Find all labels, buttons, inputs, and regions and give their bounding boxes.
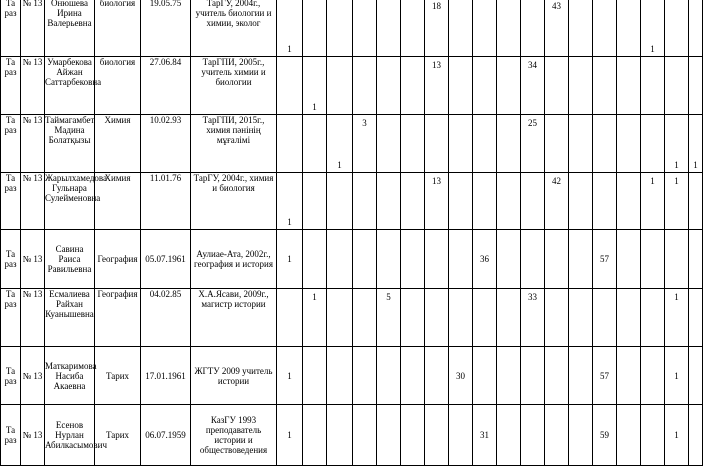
mark-cell	[689, 57, 703, 115]
subject-cell: Тарих	[95, 405, 141, 466]
mark-cell	[327, 347, 353, 405]
mark-cell	[327, 57, 353, 115]
city-cell: Та раз	[1, 115, 21, 173]
mark-cell	[689, 230, 703, 289]
mark-cell	[641, 173, 665, 230]
subject-cell: Тарих	[95, 347, 141, 405]
mark-cell	[497, 347, 521, 405]
mark-cell	[353, 405, 377, 466]
mark-cell	[497, 115, 521, 173]
mark-cell	[473, 0, 497, 57]
mark-cell	[277, 0, 303, 57]
mark-cell	[593, 57, 617, 115]
education-cell: ТарГПИ, 2015г., химия пәнінің мұғалімі	[191, 115, 277, 173]
mark-cell	[449, 230, 473, 289]
mark-cell	[665, 173, 689, 230]
mark-cell	[277, 173, 303, 230]
birth-date-cell: 27.06.84	[141, 57, 191, 115]
mark-cell	[425, 289, 449, 347]
city-cell: Та раз	[1, 405, 21, 466]
teacher-name-cell: Савина Раиса Равильевна	[45, 230, 95, 289]
mark-cell	[497, 0, 521, 57]
mark-cell	[327, 0, 353, 57]
mark-cell	[277, 405, 303, 466]
subject-cell: Химия	[95, 115, 141, 173]
mark-cell	[569, 405, 593, 466]
mark-value: 1	[650, 176, 655, 186]
mark-cell	[303, 347, 327, 405]
mark-cell	[401, 0, 425, 57]
mark-cell	[353, 0, 377, 57]
subject-cell: биология	[95, 0, 141, 57]
mark-cell	[425, 347, 449, 405]
mark-value: 1	[287, 254, 292, 264]
mark-cell	[277, 115, 303, 173]
mark-cell	[569, 57, 593, 115]
table-row	[1, 289, 703, 347]
teacher-name-cell: Жарылхамедова Гульнара Сулейменовна	[45, 173, 95, 230]
mark-cell	[641, 0, 665, 57]
mark-cell	[353, 289, 377, 347]
mark-cell	[473, 57, 497, 115]
mark-cell	[641, 115, 665, 173]
city-cell: Та раз	[1, 230, 21, 289]
teacher-name-cell: Онюшева Ирина Валерьевна	[45, 0, 95, 57]
mark-cell	[689, 347, 703, 405]
mark-cell	[569, 230, 593, 289]
mark-cell	[521, 0, 545, 57]
mark-cell	[449, 173, 473, 230]
mark-cell	[449, 57, 473, 115]
mark-value: 1	[674, 370, 679, 381]
mark-cell	[617, 405, 641, 466]
mark-cell	[401, 405, 425, 466]
table-row	[1, 230, 703, 289]
mark-cell	[689, 405, 703, 466]
mark-value: 30	[456, 370, 465, 381]
mark-value: 1	[650, 44, 655, 54]
mark-cell	[689, 289, 703, 347]
school-number-cell: № 13	[21, 0, 45, 57]
mark-cell	[545, 347, 569, 405]
mark-cell	[665, 0, 689, 57]
mark-cell	[497, 173, 521, 230]
mark-cell	[473, 347, 497, 405]
mark-value: 13	[432, 176, 441, 186]
mark-value: 25	[528, 118, 537, 128]
mark-cell	[593, 289, 617, 347]
mark-cell	[521, 57, 545, 115]
mark-cell	[473, 115, 497, 173]
mark-value: 1	[337, 160, 342, 170]
mark-cell	[641, 230, 665, 289]
mark-cell	[497, 289, 521, 347]
mark-cell	[473, 230, 497, 289]
mark-cell	[617, 347, 641, 405]
birth-date-cell: 06.07.1959	[141, 405, 191, 466]
mark-cell	[689, 0, 703, 57]
table-row	[1, 405, 703, 466]
teacher-name-cell: Есенов Нурлан Абилкасымович	[45, 405, 95, 466]
mark-cell	[277, 230, 303, 289]
mark-cell	[353, 230, 377, 289]
mark-cell	[327, 115, 353, 173]
mark-cell	[277, 57, 303, 115]
city-cell: Та раз	[1, 173, 21, 230]
mark-value: 36	[480, 254, 489, 264]
city-cell: Та раз	[1, 289, 21, 347]
mark-cell	[545, 289, 569, 347]
mark-value: 1	[287, 217, 292, 227]
table-row	[1, 115, 703, 173]
birth-date-cell: 04.02.85	[141, 289, 191, 347]
mark-cell	[593, 347, 617, 405]
city-cell: Та раз	[1, 57, 21, 115]
mark-cell	[593, 173, 617, 230]
mark-cell	[617, 0, 641, 57]
mark-value: 5	[386, 292, 391, 302]
subject-cell: Химия	[95, 173, 141, 230]
mark-cell	[449, 405, 473, 466]
education-cell: Х.А.Ясави, 2009г., магистр истории	[191, 289, 277, 347]
school-number-cell: № 13	[21, 347, 45, 405]
mark-cell	[303, 57, 327, 115]
mark-value: 1	[674, 160, 679, 170]
mark-cell	[521, 173, 545, 230]
mark-cell	[303, 173, 327, 230]
mark-value: 57	[600, 254, 609, 264]
mark-cell	[401, 347, 425, 405]
mark-cell	[449, 289, 473, 347]
mark-cell	[545, 0, 569, 57]
mark-cell	[401, 115, 425, 173]
mark-cell	[353, 115, 377, 173]
birth-date-cell: 19.05.75	[141, 0, 191, 57]
teacher-name-cell: Таймагамбет Мадина Болатқызы	[45, 115, 95, 173]
mark-cell	[377, 289, 401, 347]
mark-cell	[617, 115, 641, 173]
mark-cell	[327, 289, 353, 347]
mark-value: 3	[362, 118, 367, 128]
mark-value: 59	[600, 430, 609, 440]
mark-cell	[303, 289, 327, 347]
mark-cell	[303, 405, 327, 466]
mark-cell	[665, 57, 689, 115]
mark-cell	[353, 347, 377, 405]
mark-cell	[593, 115, 617, 173]
mark-cell	[449, 0, 473, 57]
mark-cell	[617, 230, 641, 289]
mark-value: 1	[312, 102, 317, 112]
mark-value: 18	[432, 1, 441, 11]
mark-value: 1	[674, 292, 679, 302]
mark-value: 57	[600, 370, 609, 381]
teacher-name-cell: Есмалиева Райхан Куанышевна	[45, 289, 95, 347]
mark-cell	[521, 347, 545, 405]
mark-cell	[401, 173, 425, 230]
education-cell: ТарГПИ, 2005г., учитель химии и биологии	[191, 57, 277, 115]
education-cell: ЖГТУ 2009 учитель истории	[191, 347, 277, 405]
mark-cell	[545, 173, 569, 230]
mark-value: 31	[480, 430, 489, 440]
mark-cell	[521, 115, 545, 173]
mark-value: 43	[552, 1, 561, 11]
birth-date-cell: 10.02.93	[141, 115, 191, 173]
mark-cell	[401, 230, 425, 289]
mark-cell	[473, 173, 497, 230]
mark-cell	[593, 230, 617, 289]
mark-cell	[401, 57, 425, 115]
mark-cell	[641, 405, 665, 466]
mark-cell	[277, 347, 303, 405]
mark-value: 1	[693, 160, 698, 170]
mark-cell	[593, 0, 617, 57]
mark-cell	[617, 57, 641, 115]
school-number-cell: № 13	[21, 173, 45, 230]
mark-cell	[617, 173, 641, 230]
mark-cell	[665, 115, 689, 173]
mark-cell	[665, 405, 689, 466]
mark-cell	[303, 115, 327, 173]
mark-cell	[377, 57, 401, 115]
teacher-name-cell: Умарбекова Айжан Саттарбековна	[45, 57, 95, 115]
mark-value: 1	[674, 176, 679, 186]
mark-cell	[521, 289, 545, 347]
mark-cell	[449, 115, 473, 173]
mark-cell	[593, 405, 617, 466]
mark-cell	[497, 57, 521, 115]
mark-cell	[497, 405, 521, 466]
mark-value: 34	[528, 60, 537, 70]
table-row	[1, 57, 703, 115]
mark-cell	[377, 115, 401, 173]
mark-cell	[425, 0, 449, 57]
school-number-cell: № 13	[21, 289, 45, 347]
birth-date-cell: 17.01.1961	[141, 347, 191, 405]
mark-cell	[425, 115, 449, 173]
mark-cell	[569, 115, 593, 173]
school-number-cell: № 13	[21, 57, 45, 115]
mark-cell	[497, 230, 521, 289]
city-cell: Та раз	[1, 347, 21, 405]
school-number-cell: № 13	[21, 230, 45, 289]
mark-cell	[377, 0, 401, 57]
mark-cell	[689, 115, 703, 173]
subject-cell: География	[95, 230, 141, 289]
mark-value: 13	[432, 60, 441, 70]
mark-cell	[569, 289, 593, 347]
table-row	[1, 347, 703, 405]
mark-cell	[545, 405, 569, 466]
mark-cell	[425, 230, 449, 289]
mark-cell	[569, 347, 593, 405]
mark-cell	[665, 347, 689, 405]
mark-cell	[425, 405, 449, 466]
mark-cell	[473, 405, 497, 466]
mark-value: 42	[552, 176, 561, 186]
mark-cell	[569, 0, 593, 57]
table-row	[1, 173, 703, 230]
mark-cell	[327, 173, 353, 230]
mark-cell	[377, 347, 401, 405]
mark-cell	[641, 347, 665, 405]
mark-cell	[545, 115, 569, 173]
mark-value: 1	[312, 292, 317, 302]
mark-cell	[327, 405, 353, 466]
mark-cell	[641, 289, 665, 347]
mark-cell	[303, 230, 327, 289]
teacher-name-cell: Маткаримова Насиба Акаевна	[45, 347, 95, 405]
mark-cell	[377, 173, 401, 230]
mark-cell	[521, 405, 545, 466]
mark-cell	[353, 173, 377, 230]
mark-cell	[277, 289, 303, 347]
education-cell: КазГУ 1993 преподаватель истории и обществоведения	[191, 405, 277, 466]
mark-cell	[473, 289, 497, 347]
mark-value: 1	[287, 430, 292, 440]
mark-cell	[545, 57, 569, 115]
mark-value: 33	[528, 292, 537, 302]
education-cell: Аулиае-Ата, 2002г., география и история	[191, 230, 277, 289]
mark-cell	[545, 230, 569, 289]
mark-cell	[377, 230, 401, 289]
education-cell: ТарГУ, 2004г., химия и биология	[191, 173, 277, 230]
mark-cell	[353, 57, 377, 115]
birth-date-cell: 11.01.76	[141, 173, 191, 230]
mark-cell	[425, 173, 449, 230]
school-number-cell: № 13	[21, 115, 45, 173]
mark-cell	[303, 0, 327, 57]
mark-cell	[521, 230, 545, 289]
subject-cell: биология	[95, 57, 141, 115]
mark-value: 1	[674, 430, 679, 440]
mark-cell	[641, 57, 665, 115]
mark-cell	[327, 230, 353, 289]
education-cell: ТарГУ, 2004г., учитель биологии и химии, эколог	[191, 0, 277, 57]
mark-cell	[617, 289, 641, 347]
mark-cell	[449, 347, 473, 405]
mark-cell	[665, 230, 689, 289]
mark-cell	[689, 173, 703, 230]
birth-date-cell: 05.07.1961	[141, 230, 191, 289]
mark-cell	[569, 173, 593, 230]
subject-cell: География	[95, 289, 141, 347]
mark-value: 1	[287, 370, 292, 381]
mark-cell	[425, 57, 449, 115]
mark-value: 1	[287, 44, 292, 54]
table-row	[1, 0, 703, 57]
mark-cell	[377, 405, 401, 466]
mark-cell	[401, 289, 425, 347]
city-cell: Та раз	[1, 0, 21, 57]
mark-cell	[665, 289, 689, 347]
school-number-cell: № 13	[21, 405, 45, 466]
